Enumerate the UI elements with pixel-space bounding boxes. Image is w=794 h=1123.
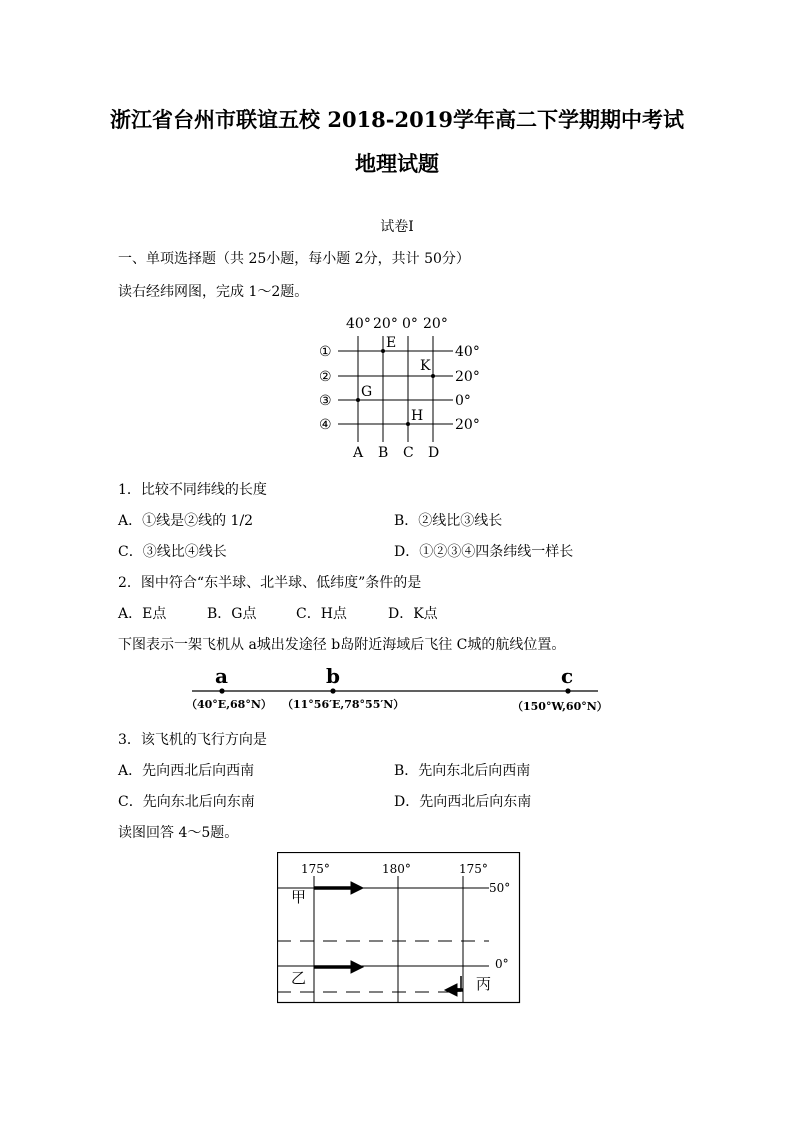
route-label-a: a: [215, 664, 228, 688]
route-label-b: b: [326, 664, 340, 688]
q2-option-a: A．E点: [118, 606, 167, 622]
current-lat-label-2: 0°: [495, 957, 509, 971]
col-label-b: B: [378, 445, 389, 461]
row-label-2: ②: [319, 369, 332, 385]
q3-option-b: B．先向东北后向西南: [394, 763, 531, 779]
route-coord-c: （150°W,60°N）: [512, 700, 608, 713]
right-label-1: 40°: [455, 344, 480, 360]
row-label-1: ①: [319, 344, 332, 360]
route-coord-b: （11°56′E,78°55′N）: [282, 698, 405, 711]
top-label-1: 40°: [346, 316, 371, 332]
intro-q4-5: 读图回答 4～5题。: [118, 825, 239, 841]
point-k-label: K: [420, 358, 431, 374]
q1-option-a: A．①线是②线的 1/2: [118, 513, 254, 529]
right-label-4: 20°: [455, 417, 480, 433]
q2-option-d: D．K点: [388, 606, 438, 622]
ocean-current-figure: [277, 852, 521, 1004]
intro-q3: 下图表示一架飞机从 a城出发途径 b岛附近海域后飞往 C城的航线位置。: [118, 637, 566, 653]
current-top-label-3: 175°: [459, 862, 488, 876]
point-e-label: E: [386, 335, 397, 351]
section-heading: 一、单项选择题（共 25小题，每小题 2分，共计 50分）: [118, 251, 470, 267]
top-label-3: 0°: [402, 316, 418, 332]
route-label-c: c: [561, 664, 574, 688]
q1-option-c: C．③线比④线长: [118, 544, 227, 560]
city-a-dot: [219, 688, 224, 693]
col-label-c: C: [403, 445, 414, 461]
point-h-label: H: [411, 408, 424, 424]
current-arrow-east-1: [351, 882, 363, 894]
q1-option-b: B．②线比③线长: [394, 513, 503, 529]
q1-stem: 1．比较不同纬线的长度: [118, 482, 267, 498]
intro-q1-2: 读右经纬网图，完成 1～2题。: [118, 284, 309, 300]
q3-option-a: A．先向西北后向西南: [118, 763, 255, 779]
right-label-3: 0°: [455, 393, 471, 409]
current-lat-label-1: 50°: [489, 881, 511, 895]
q3-option-d: D．先向西北后向东南: [394, 794, 532, 810]
city-c-dot: [565, 688, 570, 693]
top-label-2: 20°: [373, 316, 398, 332]
doc-title-line1: 浙江省台州市联谊五校 2018-2019学年高二下学期期中考试: [110, 107, 684, 132]
q2-option-b: B．G点: [207, 606, 257, 622]
current-top-label-1: 175°: [301, 862, 330, 876]
row-label-3: ③: [319, 393, 332, 409]
q2-option-c: C．H点: [296, 606, 347, 622]
flight-route-figure: [186, 664, 610, 716]
col-label-a: A: [353, 445, 364, 461]
right-label-2: 20°: [455, 369, 480, 385]
row-label-4: ④: [319, 417, 332, 433]
current-arrow-east-2: [351, 961, 363, 973]
point-h-dot: [406, 422, 410, 426]
current-top-label-2: 180°: [382, 862, 411, 876]
island-b-dot: [330, 688, 335, 693]
point-g-label: G: [361, 384, 373, 400]
place-bing: 丙: [476, 975, 492, 993]
q2-stem: 2．图中符合“东半球、北半球、低纬度”条件的是: [118, 575, 422, 591]
paper-label: 试卷Ⅰ: [380, 219, 414, 235]
top-label-4: 20°: [423, 316, 448, 332]
current-arrow-west: [445, 984, 457, 996]
q1-option-d: D．①②③④四条纬线一样长: [394, 544, 574, 560]
place-jia: 甲: [291, 888, 307, 906]
point-k-dot: [431, 374, 435, 378]
place-yi: 乙: [291, 969, 307, 987]
route-coord-a: （40°E,68°N）: [186, 698, 272, 711]
q3-stem: 3．该飞机的飞行方向是: [118, 732, 267, 748]
point-e-dot: [381, 349, 385, 353]
point-g-dot: [356, 398, 360, 402]
lat-long-grid-figure: [310, 310, 490, 462]
doc-title-line2: 地理试题: [355, 151, 439, 176]
col-label-d: D: [428, 445, 440, 461]
q3-option-c: C．先向东北后向东南: [118, 794, 255, 810]
